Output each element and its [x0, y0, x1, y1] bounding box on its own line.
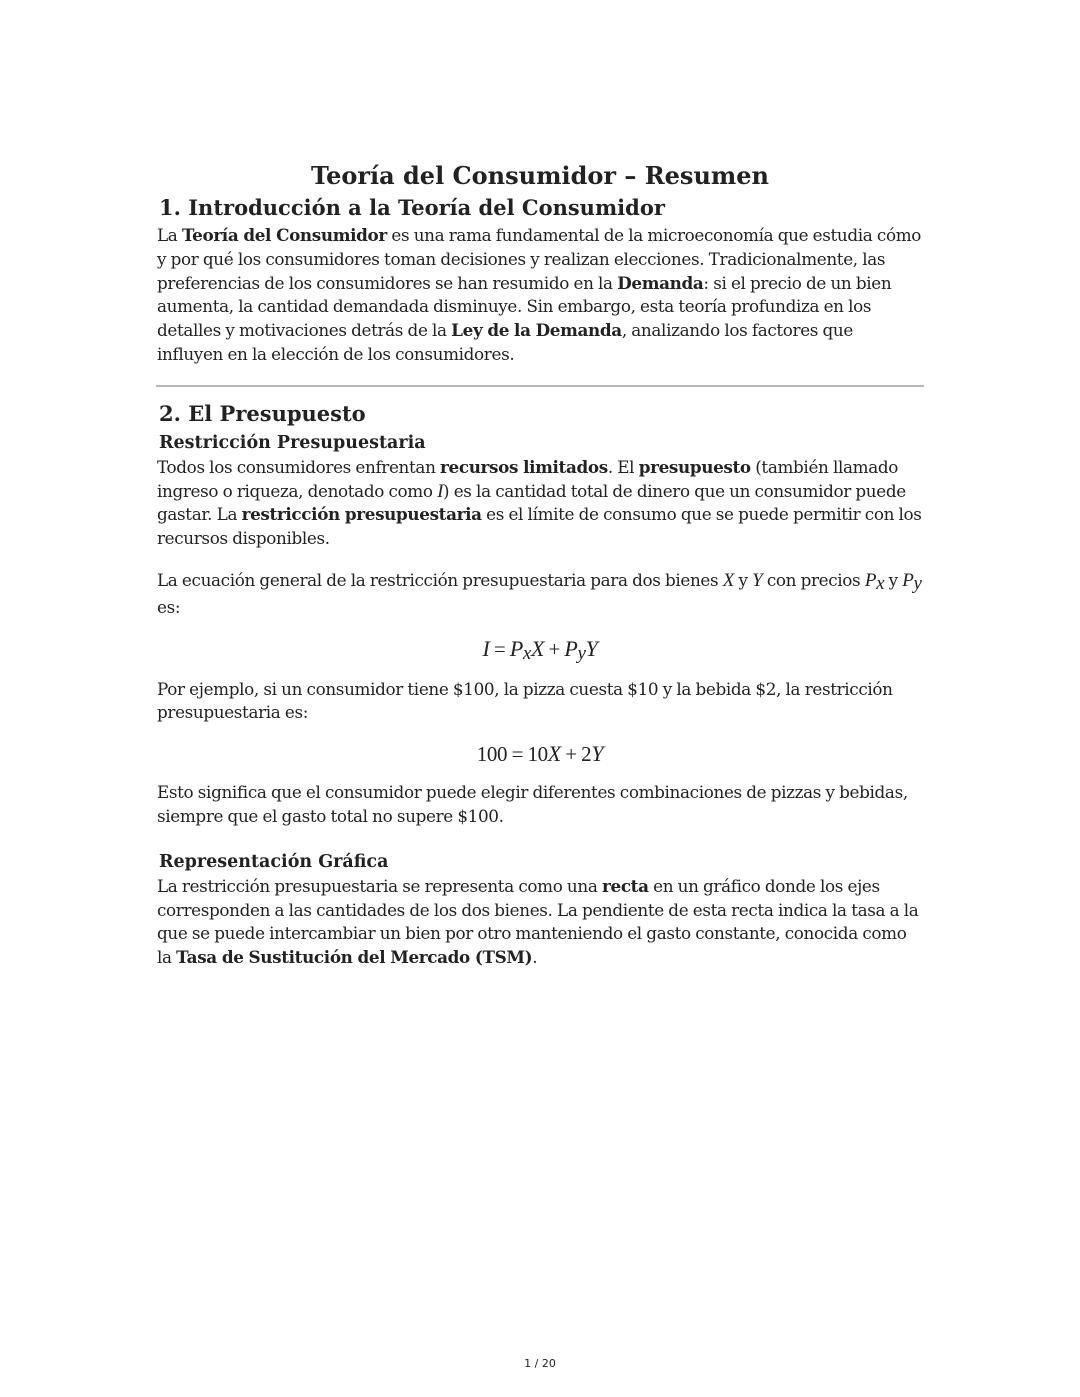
- text: : si el precio de un bien aumenta, la cantidad demandada disminuye. Sin embargo, esta teoría profundiza en los detalles y motivaciones detrás de la: [157, 272, 892, 341]
- text: y: [734, 569, 753, 590]
- text: ) es la cantidad total de dinero que un consumidor puede gastar. La: [157, 480, 906, 525]
- math-variable: X: [531, 635, 545, 661]
- math-variable: Y: [591, 741, 604, 767]
- math-variable: X: [547, 741, 561, 767]
- restriccion-paragraph-3: Por ejemplo, si un consumidor tiene $100, la pizza cuesta $10 y la bebida $2, la restricción presupuestaria es:: [157, 678, 893, 723]
- bold-term: Demanda: [617, 272, 704, 293]
- math-variable: Y: [585, 635, 598, 661]
- restriccion-paragraph-4: Esto significa que el consumidor puede elegir diferentes combinaciones de pizzas y bebidas, siempre que el gasto total no supere $100.: [157, 782, 908, 826]
- restriccion-paragraph-2: [157, 569, 923, 620]
- text: La ecuación general de la restricción presupuestaria para dos bienes: [157, 569, 723, 590]
- math-subscript: y: [577, 642, 586, 664]
- representacion-paragraph: [157, 875, 923, 970]
- math-expression: 100 = 10: [476, 742, 548, 767]
- budget-equation-general: [157, 634, 923, 670]
- section-2-heading: 2. El Presupuesto: [159, 400, 366, 426]
- document-title: Teoría del Consumidor – Resumen: [310, 161, 770, 190]
- text: .: [532, 947, 538, 968]
- text: (también llamado ingreso o riqueza, denotado como: [157, 456, 899, 501]
- text: y: [884, 569, 903, 590]
- subsection-representacion-heading: Representación Gráfica: [159, 851, 389, 872]
- math-variable: P: [509, 635, 523, 661]
- text: es el límite de consumo que se puede permitir con los recursos disponibles.: [157, 504, 922, 549]
- bold-term: Tasa de Sustitución del Mercado (TSM): [176, 947, 533, 968]
- page-indicator: 1 / 20: [524, 1357, 556, 1370]
- math-variable: I: [482, 635, 490, 661]
- text: La: [157, 225, 182, 245]
- math-variable: I: [437, 480, 444, 502]
- restriccion-paragraph-1: [157, 456, 923, 551]
- bold-term: restricción presupuestaria: [241, 504, 482, 525]
- text: es:: [157, 596, 181, 617]
- section-1-paragraph: [157, 224, 923, 367]
- math-variable: P: [902, 569, 914, 591]
- math-variable: Y: [752, 569, 763, 591]
- text: con precios: [762, 569, 865, 590]
- math-expression: + 2: [560, 742, 592, 767]
- text: , analizando los factores que influyen en la elección de los consumidores.: [157, 320, 853, 364]
- math-subscript: x: [522, 642, 531, 664]
- math-variable: X: [722, 569, 735, 591]
- math-subscript: y: [913, 572, 922, 594]
- bold-term: recursos limitados: [440, 456, 608, 477]
- document-page: [157, 158, 923, 970]
- text: . El: [607, 456, 639, 477]
- math-operator: +: [544, 636, 565, 661]
- bold-term: presupuesto: [638, 456, 751, 477]
- math-subscript: x: [876, 572, 885, 594]
- text: La restricción presupuestaria se representa como una: [157, 875, 602, 896]
- math-operator: =: [489, 636, 510, 661]
- bold-term: Teoría del Consumidor: [181, 225, 387, 245]
- text: en un gráfico donde los ejes corresponden a las cantidades de los dos bienes. La pendiente de esta recta indica la tasa a la que se puede intercambiar un bien por otro manteniendo el gasto constante, conocida como la: [157, 875, 919, 968]
- budget-equation-example: [157, 739, 923, 775]
- math-variable: P: [864, 569, 877, 591]
- text: es una rama fundamental de la microeconomía que estudia cómo y por qué los consumidores toman decisiones y realizan elecciones. Tradicionalmente, las preferencias de los consumidores se han resumido en la: [157, 225, 922, 293]
- math-variable: P: [564, 635, 578, 661]
- bold-term: Ley de la Demanda: [451, 320, 622, 341]
- subsection-restriccion-heading: Restricción Presupuestaria: [159, 432, 426, 453]
- section-divider: [156, 385, 924, 387]
- section-1-heading: 1. Introducción a la Teoría del Consumidor: [159, 195, 665, 220]
- bold-term: recta: [602, 875, 649, 896]
- text: Todos los consumidores enfrentan: [157, 456, 441, 477]
